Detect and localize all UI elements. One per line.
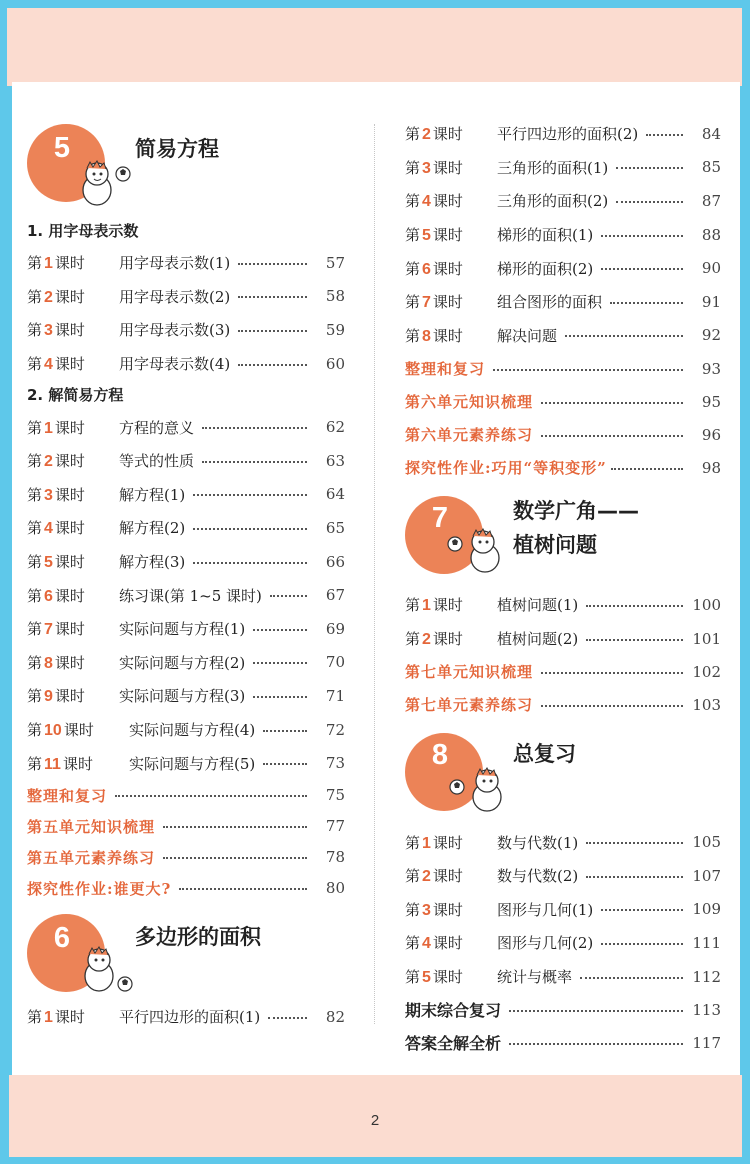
- page-ref: 112: [692, 967, 721, 986]
- lesson-number: 7: [44, 621, 53, 639]
- toc-entry-title: 练习课(第 1~5 课时): [119, 586, 262, 605]
- toc-entry-title: 答案全解全析: [405, 1034, 502, 1054]
- toc-entry-title: 第六单元素养练习: [405, 426, 534, 445]
- lesson-number: 4: [44, 520, 53, 538]
- dot-leader: [565, 335, 683, 337]
- toc-entry-title: 用字母表示数(4): [119, 355, 231, 374]
- section-heading: 2. 解简易方程: [27, 386, 124, 405]
- dot-leader: [253, 662, 307, 664]
- toc-entry-title: 解决问题: [497, 326, 558, 345]
- toc-entry-title: 三角形的面积(2): [497, 192, 609, 211]
- page-ref: 71: [325, 686, 345, 705]
- toc-entry-title: 平行四边形的面积(2): [497, 125, 639, 144]
- toc-entry-title: 实际问题与方程(2): [119, 653, 246, 672]
- toc-entry-title: 方程的意义: [119, 418, 195, 437]
- unit-title: 简易方程: [135, 137, 219, 161]
- page-ref: 58: [325, 287, 345, 306]
- page-ref: 100: [692, 595, 721, 614]
- toc-entry-title: 探究性作业:谁更大?: [27, 879, 172, 898]
- dot-leader: [601, 943, 683, 945]
- toc-entry-title: 第七单元知识梳理: [405, 663, 534, 682]
- dot-leader: [163, 826, 307, 828]
- lesson-number: 7: [422, 294, 431, 312]
- toc-row[interactable]: [405, 352, 721, 385]
- unit-title: 总复习: [513, 742, 576, 767]
- toc-entry-title: 图形与几何(1): [497, 900, 594, 919]
- unit-6-extras: [405, 352, 721, 484]
- lesson-number: 1: [44, 419, 53, 437]
- page-ref: 102: [692, 662, 721, 681]
- dot-leader: [509, 1010, 683, 1012]
- toc-row[interactable]: 第 4 课时 三角形的面积(2) 87: [405, 191, 721, 211]
- lesson-number: 1: [44, 1009, 53, 1027]
- page-ref: 107: [692, 866, 721, 885]
- page-ref: 69: [325, 619, 345, 638]
- page-number: 2: [370, 1112, 380, 1129]
- lesson-number: 8: [44, 654, 53, 672]
- toc-entry-title: 解方程(2): [119, 519, 186, 538]
- page-ref: 62: [325, 418, 345, 437]
- toc-entry-title: 解方程(3): [119, 553, 186, 572]
- final-entries: [405, 993, 721, 1059]
- dot-leader: [238, 263, 307, 265]
- page-ref: 96: [701, 425, 721, 444]
- lesson-number: 2: [422, 631, 431, 649]
- dot-leader: [610, 302, 683, 304]
- unit-8-header: [405, 733, 721, 825]
- page-ref: 111: [692, 933, 721, 952]
- page-ref: 67: [325, 586, 345, 605]
- unit-number: 7: [431, 502, 449, 535]
- lesson-number: 6: [422, 260, 431, 278]
- lesson-number: 1: [44, 255, 53, 273]
- toc-entry-title: 实际问题与方程(3): [119, 687, 246, 706]
- lesson-number: 3: [422, 159, 431, 177]
- dot-leader: [586, 842, 683, 844]
- toc-entry-title: 期末综合复习: [405, 1001, 502, 1021]
- dinosaur-mascot-icon: [75, 158, 133, 208]
- lesson-number: 1: [422, 834, 431, 852]
- dot-leader: [253, 629, 307, 631]
- toc-entry-title: 植树问题(1): [497, 596, 579, 615]
- lesson-number: 3: [44, 486, 53, 504]
- dot-leader: [646, 134, 683, 136]
- lesson-number: 5: [422, 969, 431, 987]
- toc-row[interactable]: [405, 1026, 721, 1059]
- left-column: [27, 124, 345, 1034]
- dot-leader: [268, 1017, 307, 1019]
- toc-entry-title: 整理和复习: [27, 786, 108, 805]
- toc-row[interactable]: 第 6 课时 梯形的面积(2) 90: [405, 259, 721, 278]
- toc-entry-title: 梯形的面积(2): [497, 259, 594, 278]
- toc-row[interactable]: 第 6 课时 练习课(第 1~5 课时) 67: [27, 586, 345, 605]
- toc-entry-title: 整理和复习: [405, 360, 486, 379]
- toc-row[interactable]: 第 1 课时 用字母表示数(1) 57: [27, 253, 345, 273]
- toc-entry-title: 数与代数(1): [497, 833, 579, 852]
- page-ref: 63: [325, 451, 345, 470]
- unit-5-extras: [27, 780, 345, 904]
- toc-entry-title: 图形与几何(2): [497, 934, 594, 953]
- toc-row[interactable]: 第 4 课时 解方程(2) 65: [27, 518, 345, 538]
- toc-entry-title: 用字母表示数(2): [119, 287, 231, 306]
- dot-leader: [202, 427, 307, 429]
- lesson-number: 5: [422, 227, 431, 245]
- page-ref: 90: [701, 259, 721, 278]
- toc-entry-title: 用字母表示数(1): [119, 254, 231, 273]
- column-divider: [374, 124, 375, 1024]
- dot-leader: [263, 763, 307, 765]
- lesson-number: 4: [422, 935, 431, 953]
- toc-row[interactable]: 第 7 课时 组合图形的面积 91: [405, 292, 721, 312]
- unit-7-header: [405, 496, 721, 588]
- page-ref: 113: [692, 1000, 721, 1019]
- unit-7-extras: [405, 655, 721, 721]
- dot-leader: [193, 494, 307, 496]
- toc-row[interactable]: 第 3 课时 图形与几何(1) 109: [405, 900, 721, 919]
- lesson-number: 6: [44, 587, 53, 605]
- lesson-number: 3: [44, 322, 53, 340]
- toc-entry-title: 等式的性质: [119, 452, 195, 471]
- dot-leader: [238, 330, 307, 332]
- toc-row[interactable]: 第 1 课时 平行四边形的面积(1) 82: [27, 1007, 345, 1027]
- dot-leader: [586, 876, 683, 878]
- lesson-number: 4: [44, 356, 53, 374]
- toc-row[interactable]: 第 8 课时 实际问题与方程(2) 70: [27, 653, 345, 672]
- dot-leader: [238, 364, 307, 366]
- unit-5-header: [27, 124, 345, 214]
- dot-leader: [193, 562, 307, 564]
- lesson-number: 8: [422, 327, 431, 345]
- toc-row[interactable]: 第 4 课时 图形与几何(2) 111: [405, 933, 721, 953]
- section-heading: 1. 用字母表示数: [27, 222, 139, 240]
- dinosaur-mascot-icon: [445, 526, 511, 576]
- toc-row[interactable]: 第 1 课时 数与代数(1) 105: [405, 833, 721, 852]
- toc-entry-title: 第七单元素养练习: [405, 696, 534, 715]
- lesson-number: 2: [422, 126, 431, 144]
- lesson-number: 2: [44, 288, 53, 306]
- toc-row[interactable]: 第 1 课时 方程的意义 62: [27, 418, 345, 437]
- page-ref: 109: [692, 900, 721, 919]
- dot-leader: [586, 605, 683, 607]
- unit-6-list-start: [27, 1000, 345, 1034]
- toc-row[interactable]: 第 4 课时 用字母表示数(4) 60: [27, 354, 345, 374]
- toc-entry-title: 平行四边形的面积(1): [119, 1008, 261, 1027]
- unit-number: 5: [53, 132, 71, 164]
- toc-entry-title: 统计与概率: [497, 968, 573, 987]
- dot-leader: [541, 435, 683, 437]
- toc-row[interactable]: 第 10 课时 实际问题与方程(4) 72: [27, 720, 345, 740]
- toc-row[interactable]: [27, 780, 345, 811]
- toc-row[interactable]: 第 5 课时 梯形的面积(1) 88: [405, 225, 721, 245]
- toc-entry-title: 解方程(1): [119, 485, 186, 504]
- toc-row[interactable]: 第 2 课时 平行四边形的面积(2) 84: [405, 124, 721, 144]
- page-ref: 87: [701, 191, 721, 210]
- page-ref: 88: [701, 225, 721, 244]
- toc-entry-title: 三角形的面积(1): [497, 158, 609, 177]
- toc-row[interactable]: 第 2 课时 植树问题(2) 101: [405, 629, 721, 649]
- toc-row[interactable]: [405, 451, 721, 484]
- toc-entry-title: 第六单元知识梳理: [405, 393, 534, 412]
- dot-leader: [493, 369, 683, 371]
- dot-leader: [601, 268, 683, 270]
- toc-entry-title: 探究性作业:巧用“等积变形”: [405, 459, 607, 478]
- page-ref: 84: [701, 124, 721, 143]
- toc-row[interactable]: [405, 655, 721, 688]
- page-ref: 59: [325, 320, 345, 339]
- toc-row[interactable]: [27, 873, 345, 904]
- dot-leader: [202, 461, 307, 463]
- top-band: [7, 8, 742, 86]
- page-ref: 78: [325, 848, 345, 867]
- toc-entry-title: 实际问题与方程(1): [119, 620, 246, 639]
- dot-leader: [179, 888, 307, 890]
- page-ref: 117: [692, 1033, 721, 1052]
- unit-title: 数学广角——: [513, 499, 639, 524]
- unit-number: 6: [53, 921, 71, 954]
- dot-leader: [541, 672, 683, 674]
- toc-row[interactable]: 第 3 课时 解方程(1) 64: [27, 485, 345, 504]
- page-ref: 101: [692, 629, 721, 648]
- page-ref: 80: [325, 879, 345, 898]
- page-ref: 65: [325, 518, 345, 537]
- page-ref: 82: [325, 1007, 345, 1026]
- section-1-list: [27, 246, 345, 380]
- dot-leader: [580, 977, 683, 979]
- page-ref: 105: [692, 833, 721, 852]
- unit-title: 植树问题: [513, 533, 597, 558]
- lesson-number: 3: [422, 901, 431, 919]
- dot-leader: [238, 296, 307, 298]
- unit-6-header: [27, 914, 345, 1000]
- lesson-number: 2: [422, 868, 431, 886]
- dot-leader: [586, 639, 683, 641]
- page-ref: 64: [325, 485, 345, 504]
- toc-row[interactable]: 第 2 课时 等式的性质 63: [27, 451, 345, 471]
- toc-entry-title: 组合图形的面积: [497, 293, 603, 312]
- toc-row[interactable]: [27, 842, 345, 873]
- page-ref: 72: [325, 720, 345, 739]
- dot-leader: [601, 235, 683, 237]
- dot-leader: [263, 730, 307, 732]
- unit-7-list: [405, 588, 721, 655]
- toc-row[interactable]: [405, 688, 721, 721]
- toc-row[interactable]: 第 2 课时 用字母表示数(2) 58: [27, 287, 345, 306]
- toc-entry-title: 实际问题与方程(4): [129, 721, 256, 740]
- dot-leader: [270, 595, 307, 597]
- page-ref: 77: [325, 817, 345, 836]
- toc-entry-title: 用字母表示数(3): [119, 321, 231, 340]
- lesson-number: 1: [422, 597, 431, 615]
- section-2-list: [27, 410, 345, 780]
- dot-leader: [253, 696, 307, 698]
- toc-row[interactable]: [405, 418, 721, 451]
- lesson-number: 9: [44, 688, 53, 706]
- dinosaur-mascot-icon: [77, 944, 135, 994]
- dot-leader: [115, 795, 307, 797]
- lesson-number: 10: [44, 722, 62, 740]
- toc-row[interactable]: 第 3 课时 用字母表示数(3) 59: [27, 320, 345, 340]
- toc-row[interactable]: 第 3 课时 三角形的面积(1) 85: [405, 158, 721, 177]
- dot-leader: [193, 528, 307, 530]
- toc-entry-title: 植树问题(2): [497, 630, 579, 649]
- page-ref: 98: [701, 458, 721, 477]
- toc-row[interactable]: 第 5 课时 解方程(3) 66: [27, 552, 345, 572]
- dot-leader: [616, 201, 683, 203]
- lesson-number: 4: [422, 193, 431, 211]
- toc-row[interactable]: 第 11 课时 实际问题与方程(5) 73: [27, 754, 345, 773]
- toc-entry-title: 第五单元知识梳理: [27, 817, 156, 836]
- toc-row[interactable]: 第 5 课时 统计与概率 112: [405, 967, 721, 987]
- toc-row[interactable]: 第 9 课时 实际问题与方程(3) 71: [27, 686, 345, 706]
- page-ref: 93: [701, 359, 721, 378]
- unit-8-list: [405, 825, 721, 993]
- toc-row[interactable]: 第 2 课时 数与代数(2) 107: [405, 866, 721, 886]
- page-ref: 75: [325, 786, 345, 805]
- unit-6-list-continued: [405, 117, 721, 352]
- toc-row[interactable]: 第 8 课时 解决问题 92: [405, 326, 721, 345]
- toc-row[interactable]: [405, 993, 721, 1026]
- toc-entry-title: 梯形的面积(1): [497, 226, 594, 245]
- dot-leader: [611, 468, 683, 470]
- page-ref: 60: [325, 354, 345, 373]
- toc-row[interactable]: [27, 811, 345, 842]
- lesson-number: 11: [44, 755, 61, 773]
- dinosaur-mascot-icon: [447, 765, 511, 815]
- lesson-number: 5: [44, 554, 53, 572]
- unit-number: 8: [431, 739, 449, 772]
- page-ref: 103: [692, 695, 721, 714]
- page-ref: 66: [325, 552, 345, 571]
- unit-title: 多边形的面积: [135, 924, 261, 949]
- page-ref: 57: [325, 253, 345, 272]
- dot-leader: [509, 1043, 683, 1045]
- page-ref: 91: [701, 292, 721, 311]
- toc-entry-title: 数与代数(2): [497, 867, 579, 886]
- dot-leader: [541, 705, 683, 707]
- toc-row[interactable]: 第 1 课时 植树问题(1) 100: [405, 595, 721, 615]
- toc-row[interactable]: [405, 385, 721, 418]
- lesson-number: 2: [44, 453, 53, 471]
- page-ref: 95: [701, 392, 721, 411]
- right-column: [405, 117, 721, 1059]
- dot-leader: [616, 167, 683, 169]
- toc-entry-title: 实际问题与方程(5): [129, 754, 256, 773]
- dot-leader: [541, 402, 683, 404]
- toc-entry-title: 第五单元素养练习: [27, 848, 156, 867]
- page-ref: 70: [325, 653, 345, 672]
- page-ref: 73: [325, 754, 345, 773]
- dot-leader: [601, 909, 683, 911]
- dot-leader: [163, 857, 307, 859]
- toc-row[interactable]: 第 7 课时 实际问题与方程(1) 69: [27, 619, 345, 639]
- page-ref: 92: [701, 326, 721, 345]
- page-ref: 85: [701, 158, 721, 177]
